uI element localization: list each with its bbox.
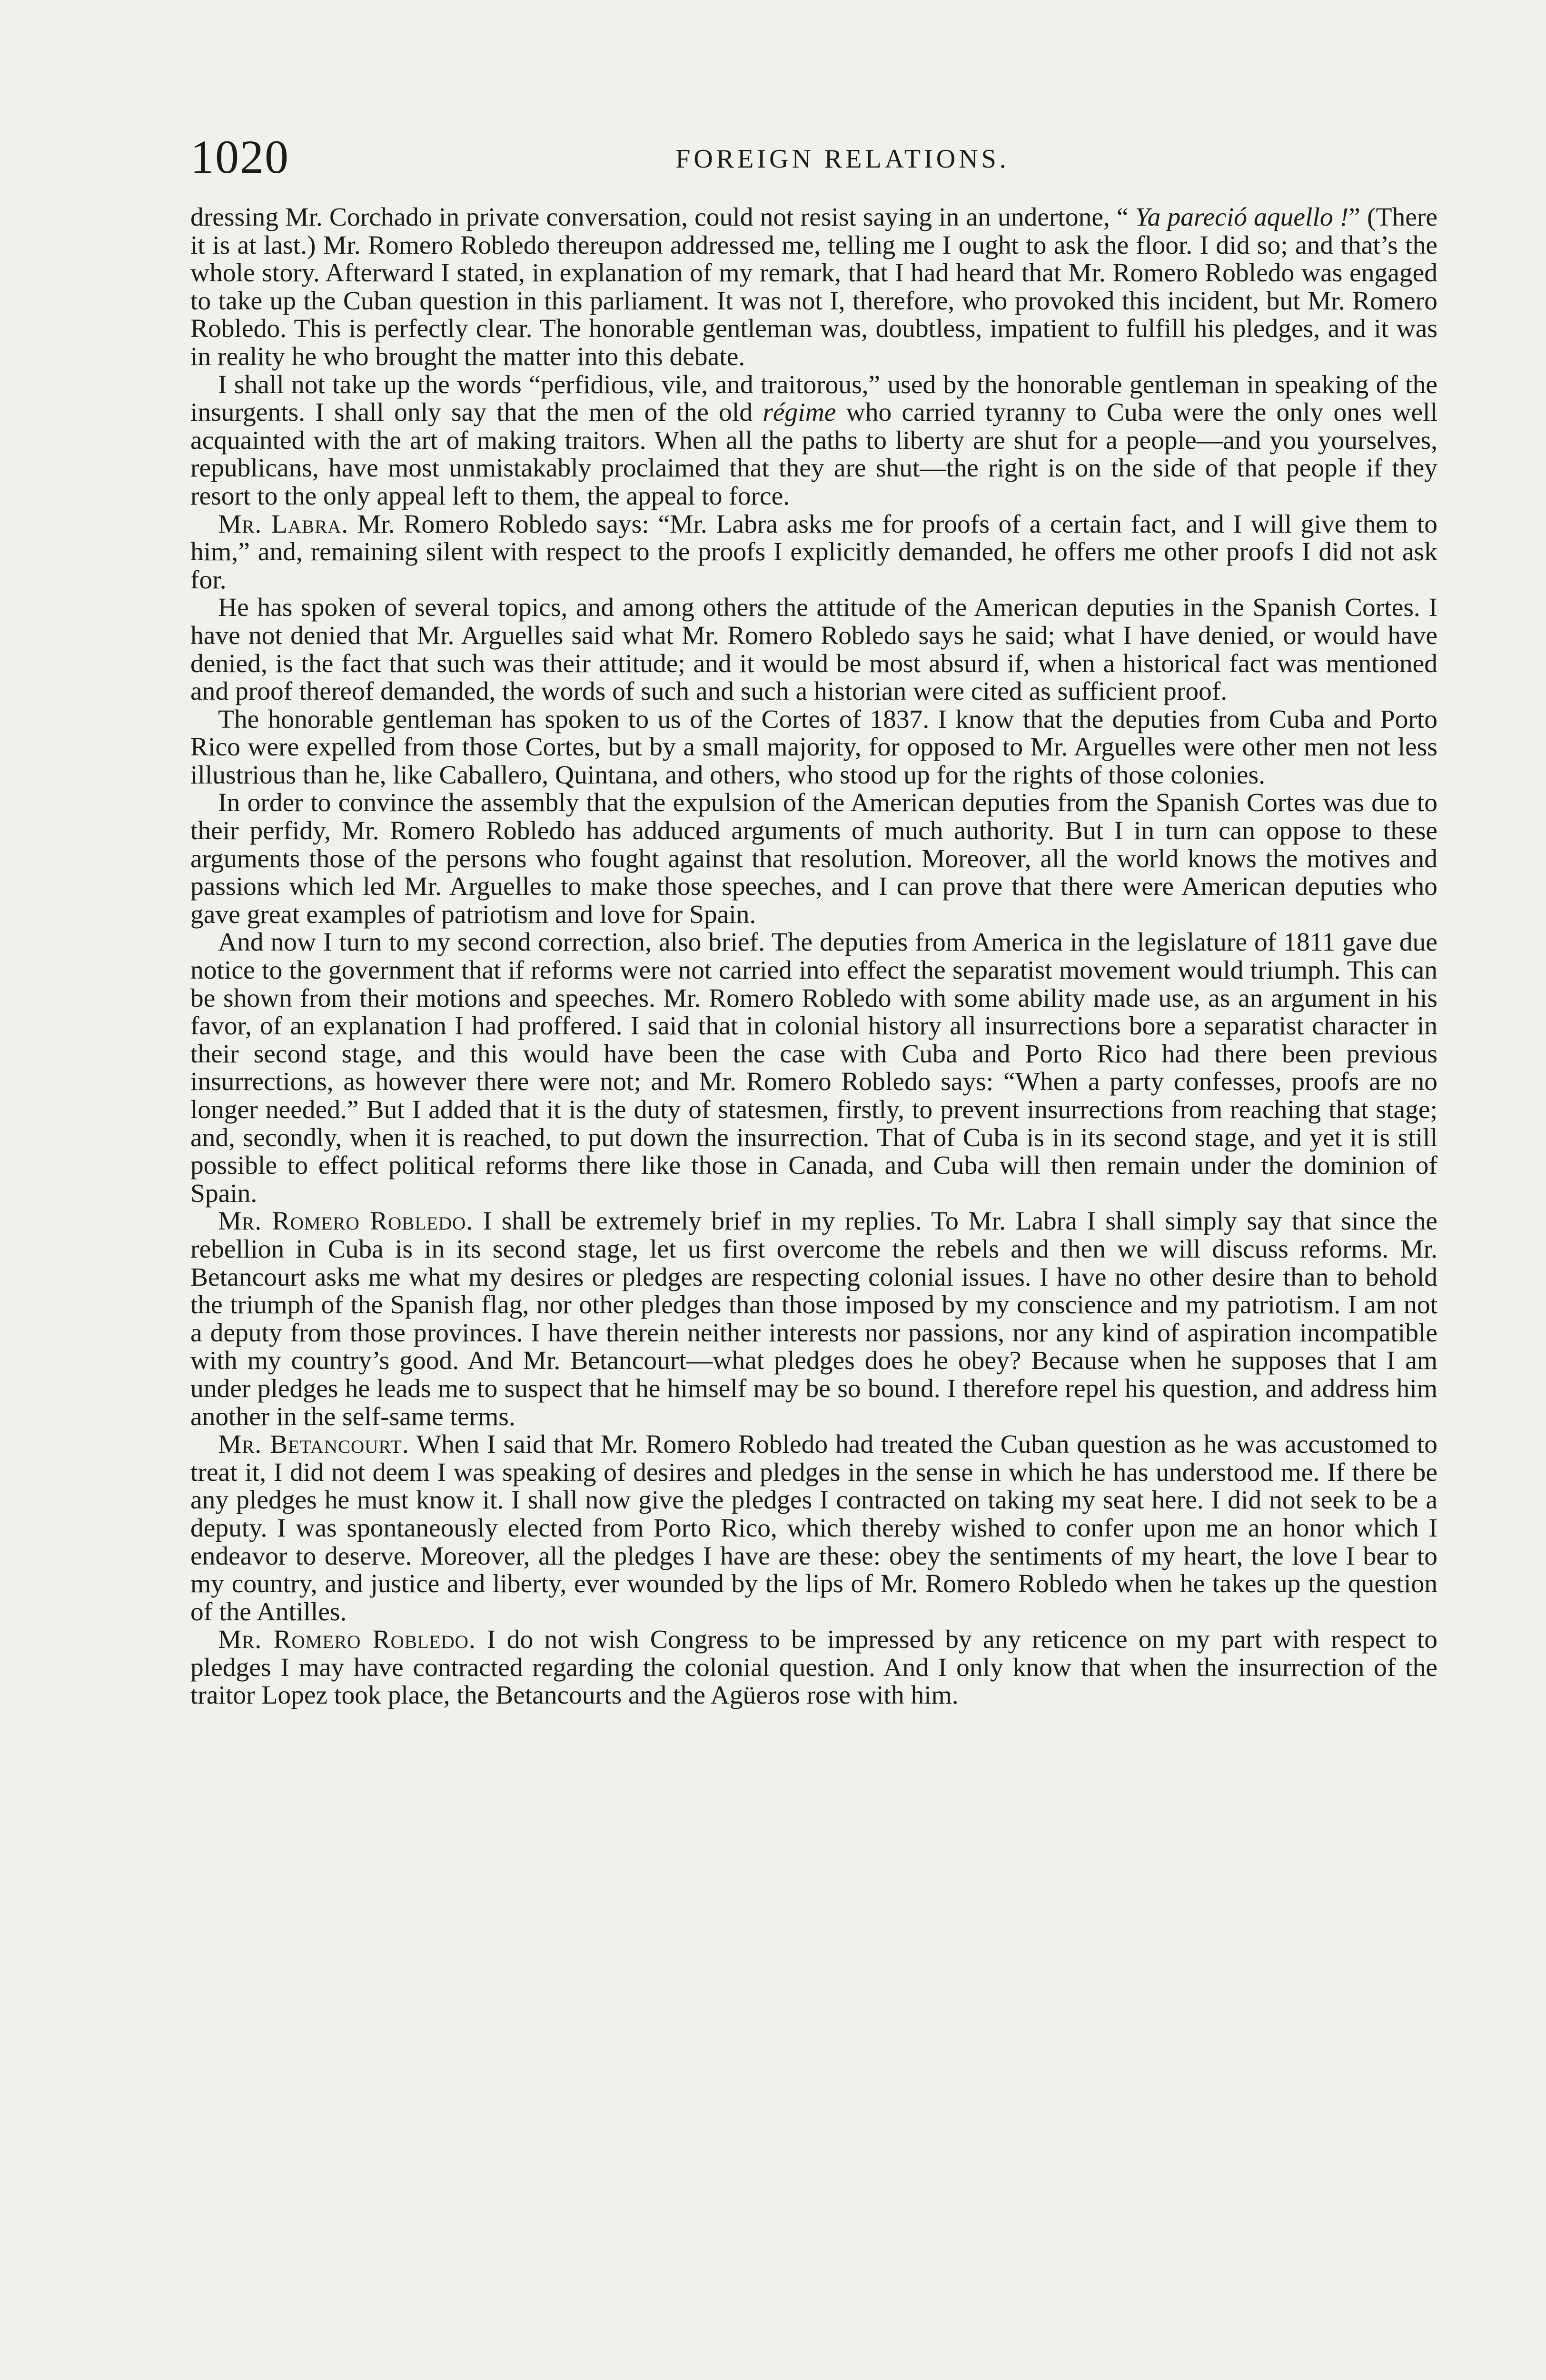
- paragraph-text: Mr. Romero Robledo says: “Mr. Labra asks me for proofs of a certain fact, and I will give them to him,” and, remaining silent with respect to the proofs I explicitly demanded, he offers me other proofs I did not ask for.: [190, 509, 1437, 595]
- paragraph-text: I shall be extremely brief in my replies. To Mr. Labra I shall simply say that since the rebellion in Cuba is in its second stage, let us first overcome the rebels and then we will discuss reforms. Mr. Betancourt asks me what my desires or pledges are respecting colonial issues. I have no other desire than to behold the triumph of the Spanish flag, nor other pledges than those imposed by my conscience and my patriotism. I am not a deputy from those provinces. I have therein neither interests nor passions, nor any kind of aspiration incompatible with my country’s good. And Mr. Betancourt—what pledges does he obey? Because when he supposes that I am under pledges he leads me to suspect that he himself may be so bound. I therefore repel his question, and address him another in the self-same terms.: [190, 1207, 1437, 1431]
- page-number: 1020: [190, 130, 289, 183]
- paragraph-text: When I said that Mr. Romero Robledo had treated the Cuban question as he was accustomed to treat it, I did not deem I was speaking of desires and pledges in the sense in which he has understood me. If there be any pledges he must know it. I shall now give the pledges I contracted on taking my seat here. I did not seek to be a deputy. I was spontaneously elected from Porto Rico, which thereby wished to confer upon me an honor which I endeavor to deserve. Moreover, all the pledges I have are these: obey the sentiments of my heart, the love I bear to my country, and justice and liberty, ever wounded by the lips of Mr. Romero Robledo when he takes up the question of the Antilles.: [190, 1430, 1437, 1626]
- paragraph-text: who carried tyranny to Cuba were the only ones well acquainted with the art of making traitors. When all the paths to liberty are shut for a people—and you yourselves, republicans, have most unmistakably proclaimed that they are shut—the right is on the side of that people if they resort to the only appeal left to them, the appeal to force.: [190, 398, 1438, 511]
- italic-text: Ya pareció aquello !: [1135, 203, 1349, 232]
- speaker-name: Mr. Romero Robledo.: [218, 1625, 476, 1655]
- paragraph-text: In order to convince the assembly that the expulsion of the American deputies from the Spanish Cortes was due to their perfidy, Mr. Romero Robledo has adduced arguments of much authority. But I in turn can oppose to these arguments those of the persons who fought against that resolution. Moreover, all the world knows the motives and passions which led Mr. Arguelles to make those speeches, and I can prove that there were American deputies who gave great examples of patriotism and love for Spain.: [190, 788, 1437, 929]
- running-head: FOREIGN RELATIONS.: [675, 144, 1010, 174]
- speaker-name: Mr. Labra.: [218, 509, 349, 539]
- paragraph-text: I shall not take up the words “perfidious, vile, and traitorous,” used by the honorable gentleman in speaking of the insurgents. I shall only say that the men of the old: [190, 370, 1437, 427]
- paragraph-text: dressing Mr. Corchado in private conversation, could not resist saying in an undertone, “: [190, 203, 1135, 232]
- paragraph: [190, 371, 1437, 511]
- paragraph: [190, 204, 1437, 371]
- paragraph: [190, 511, 1437, 595]
- paragraph: [190, 929, 1437, 1208]
- paragraph-text: He has spoken of several topics, and among others the attitude of the American deputies in the Spanish Cortes. I have not denied that Mr. Arguelles said what Mr. Romero Robledo says he said; what I have denied, or would have denied, is the fact that such was their attitude; and it would be most absurd if, when a historical fact was mentioned and proof thereof demanded, the words of such and such a historian were cited as sufficient proof.: [190, 593, 1437, 706]
- paragraph-text: I do not wish Congress to be impressed by any reticence on my part with respect to pledges I may have contracted regarding the colonial question. And I only know that when the insurrection of the traitor Lopez took place, the Betancourts and the Agüeros rose with him.: [190, 1625, 1437, 1710]
- italic-text: régime: [763, 398, 836, 427]
- paragraph: [190, 789, 1437, 929]
- paragraph-text: And now I turn to my second correction, also brief. The deputies from America in the legislature of 1811 gave due notice to the government that if reforms were not carried into effect the separatist movement would triumph. This can be shown from their motions and speeches. Mr. Romero Robledo with some ability made use, as an argument in his favor, of an explanation I had proffered. I said that in colonial history all insurrections bore a separatist character in their second stage, and this would have been the case with Cuba and Porto Rico had there been previous insurrections, as however there were not; and Mr. Romero Robledo says: “When a party confesses, proofs are no longer needed.” But I added that it is the duty of statesmen, firstly, to prevent insurrections from reaching that stage; and, secondly, when it is reached, to put down the insurrection. That of Cuba is in its second stage, and yet it is still possible to effect political reforms there like those in Canada, and Cuba will then remain under the dominion of Spain.: [190, 928, 1437, 1208]
- paragraph-text: The honorable gentleman has spoken to us of the Cortes of 1837. I know that the deputies from Cuba and Porto Rico were expelled from those Cortes, but by a small majority, for opposed to Mr. Arguelles were other men not less illustrious than he, like Caballero, Quintana, and others, who stood up for the rights of those colonies.: [190, 704, 1437, 790]
- speaker-name: Mr. Romero Robledo.: [218, 1207, 474, 1236]
- paragraph: [190, 706, 1437, 790]
- paragraph: [190, 1431, 1437, 1626]
- body-text: [190, 204, 1437, 1710]
- speaker-name: Mr. Betancourt.: [218, 1430, 409, 1459]
- paragraph-text: ” (There it is at last.) Mr. Romero Robledo thereupon addressed me, telling me I ought to ask the floor. I did so; and that’s the whole story. Afterward I stated, in explanation of my remark, that I had heard that Mr. Romero Robledo was engaged to take up the Cuban question in this parliament. It was not I, therefore, who provoked this incident, but Mr. Romero Robledo. This is perfectly clear. The honorable gentleman was, doubtless, impatient to fulfill his pledges, and it was in reality he who brought the matter into this debate.: [190, 203, 1437, 371]
- paragraph: [190, 1626, 1437, 1710]
- page-header: [190, 129, 1437, 186]
- paragraph: [190, 1208, 1437, 1431]
- paragraph: [190, 594, 1437, 705]
